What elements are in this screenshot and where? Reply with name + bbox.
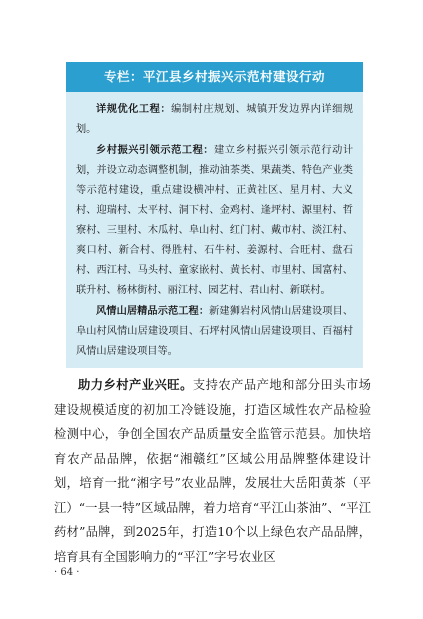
feature-item-heading: 乡村振兴引领示范工程： <box>96 145 215 156</box>
feature-item-demonstration <box>76 141 353 301</box>
paragraph-heading: 助力乡村产业兴旺。 <box>78 378 193 392</box>
feature-item-text: 建立乡村振兴引领示范行动计划，并设立动态调整机制，推动油茶类、果蔬类、特色产业类等示范村建设，重点建设横冲村、正黄社区、星月村、大义村、迎瑞村、太平村、洞下村、金鸡村、逢坪村、源里村、哲寮村、三里村、木瓜村、阜山村、红门村、戴市村、淡江村、爽口村、新合村、得胜村、石牛村、姜源村、合旺村、盘石村、西江村、马头村、童家嵌村、黄长村、市里村、国富村、联升村、杨林街村、丽江村、园艺村、君山村、新联村。 <box>76 145 354 296</box>
feature-box-title: 专栏：平江县乡村振兴示范村建设行动 <box>66 62 363 92</box>
feature-item-heading: 详规优化工程： <box>96 104 172 115</box>
feature-item-planning <box>76 100 353 140</box>
feature-item-text: 新建狮岩村风情山居建设项目、阜山村风情山居建设项目、石坪村风情山居建设项目、百福村风情山居建设项目等。 <box>76 306 354 357</box>
body-paragraph <box>54 373 371 569</box>
feature-item-text: 编制村庄规划、城镇开发边界内详细规划。 <box>76 104 354 135</box>
body-text <box>54 373 371 569</box>
feature-box-body <box>66 92 363 362</box>
feature-item-mountain-living <box>76 302 353 362</box>
feature-box <box>66 62 363 368</box>
feature-item-heading: 风情山居精品示范工程： <box>96 306 210 317</box>
paragraph-text: 支持农产品产地和部分田头市场建设规模适度的初加工冷链设施，打造区域性农产品检验检测中心，争创全国农产品质量安全监管示范县。加快培育农产品品牌，依据“湘赣红”区域公用品牌整体建设计划，培育一批“湘字号”农业品牌，发展壮大岳阳黄茶（平江）“一县一特”区域品牌，着力培育“平江山茶油”、“平江药材”品牌，到2025年，打造10个以上绿色农产品品牌，培育具有全国影响力的“平江”字号农业区 <box>54 378 371 564</box>
page-number: · 64 · <box>54 567 80 578</box>
